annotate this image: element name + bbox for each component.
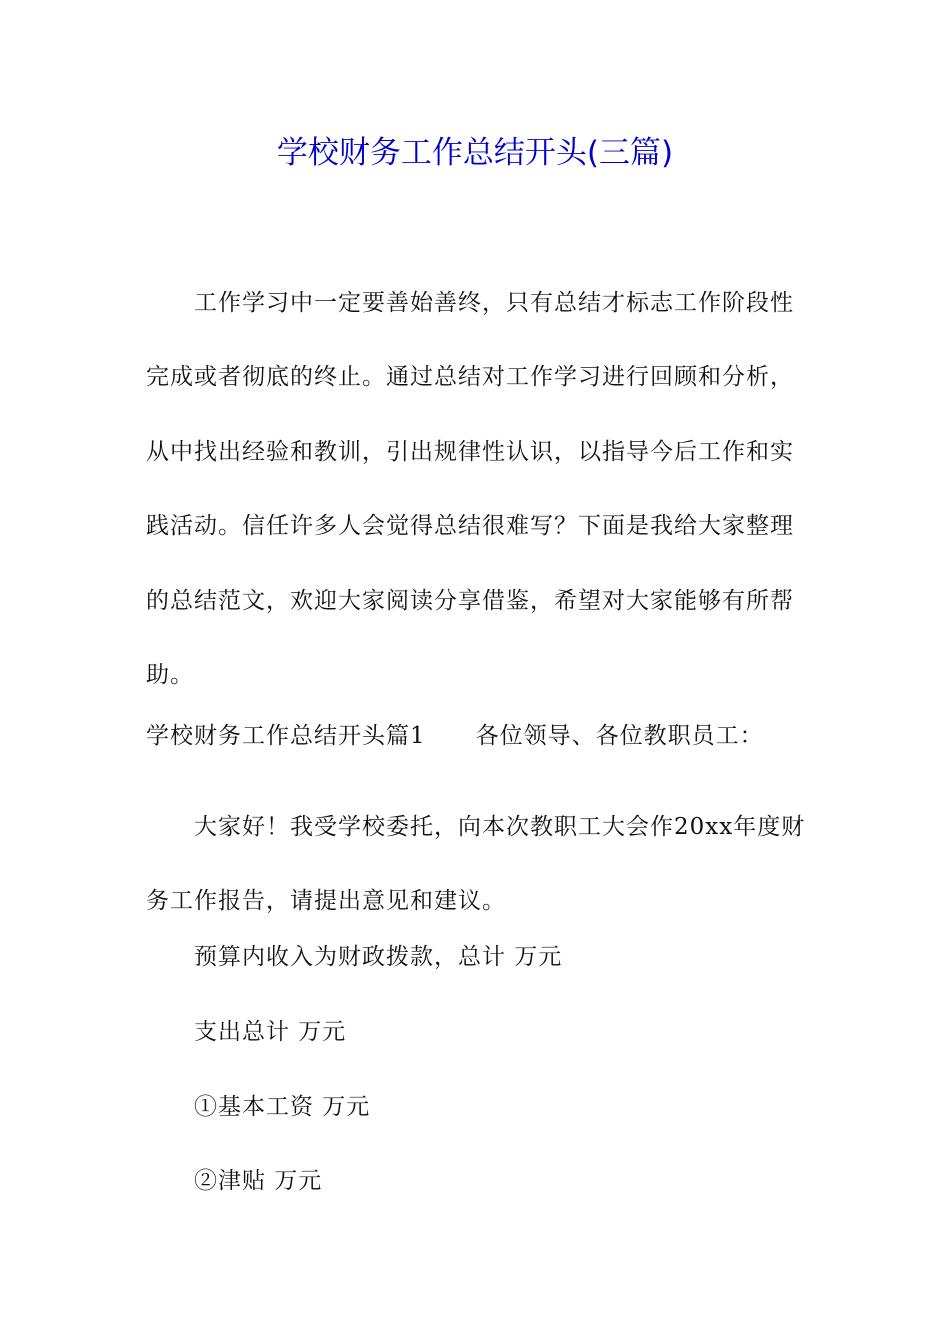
section-heading: 学校财务工作总结开头篇1 <box>146 723 426 749</box>
greeting-paragraph: 大家好！我受学校委托，向本次教职工大会作20xx年度财务工作报告，请提出意见和建议。 <box>146 814 806 915</box>
document-title: 学校财务工作总结开头(三篇) <box>276 135 674 171</box>
section-heading-line <box>146 716 806 756</box>
salutation: 各位领导、各位教职员工： <box>475 723 764 749</box>
list-item: ②津贴 万元 <box>194 1168 323 1194</box>
list-item: ①基本工资 万元 <box>194 1094 371 1120</box>
list-item: 支出总计 万元 <box>194 1019 347 1045</box>
intro-paragraph: 工作学习中一定要善始善终，只有总结才标志工作阶段性完成或者彻底的终止。通过总结对工作学习进行回顾和分析，从中找出经验和教训，引出规律性认识，以指导今后工作和实践活动。信任许多人会觉得总结很难写？下面是我给大家整理的总结范文，欢迎大家阅读分享借鉴，希望对大家能够有所帮助。 <box>146 290 794 689</box>
list-item: 预算内收入为财政拨款，总计 万元 <box>194 944 563 970</box>
